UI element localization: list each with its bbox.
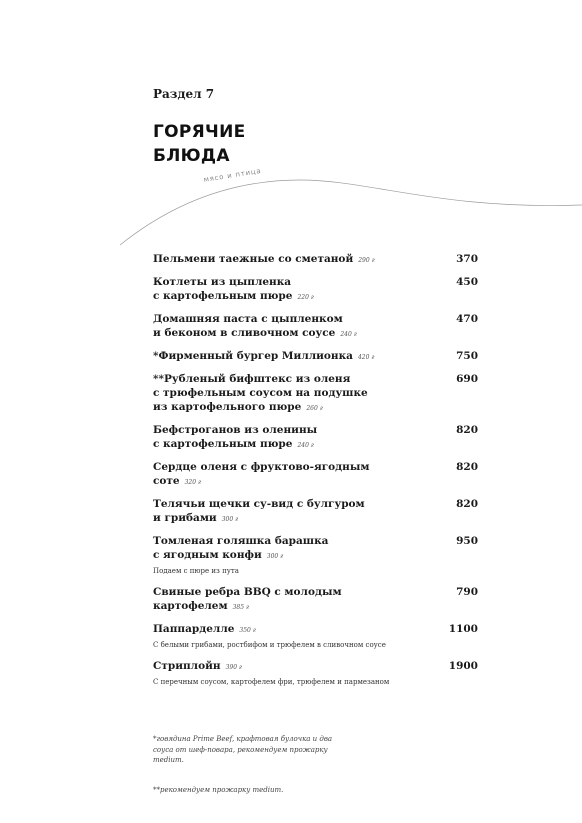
- menu-item-name: [153, 372, 435, 416]
- menu-item: [153, 460, 478, 490]
- menu-item: [153, 659, 478, 687]
- menu-item-name-text: с ягодным конфи: [153, 549, 262, 561]
- menu-item-name-line: [153, 548, 435, 564]
- menu-item-price: 820: [456, 424, 478, 436]
- menu-item-name-text: из картофельного пюре: [153, 401, 302, 413]
- menu-item-name-line: [153, 275, 435, 289]
- menu-item-description: Подаем с пюре из пута: [153, 567, 239, 575]
- menu-item-name-line: [153, 437, 435, 453]
- menu-item-weight: 260 г: [306, 405, 323, 412]
- menu-item-weight: 300 г: [221, 516, 239, 523]
- menu-item-weight: 220 г: [297, 294, 314, 301]
- footnote-steak: **рекомендуем прожарку medium.: [153, 786, 284, 794]
- menu-item-name: [153, 659, 435, 675]
- menu-item: [153, 275, 478, 305]
- menu-item-weight: 240 г: [340, 331, 357, 338]
- menu-item-name-line: [153, 252, 435, 268]
- page-title-line-2: БЛЮДА: [153, 146, 230, 166]
- menu-item-price: 470: [456, 313, 478, 325]
- menu-item-weight: 390 г: [225, 664, 242, 671]
- menu-item-name-line: [153, 312, 435, 326]
- menu-item-name-line: [153, 460, 435, 474]
- menu-item-description: С белыми грибами, ростбифом и трюфелем в сливочном соусе: [153, 641, 386, 649]
- menu-item-name-text: с картофельным пюре: [153, 290, 293, 302]
- menu-item-name-line: [153, 289, 435, 305]
- menu-item-price: 950: [456, 535, 478, 547]
- footnote-line: соуса от шеф-повара, рекомендуем прожарку: [153, 745, 328, 754]
- menu-item-name-line: [153, 622, 435, 638]
- menu-item-name-text: с трюфельным соусом на подушке: [153, 387, 368, 399]
- menu-item-name-line: [153, 534, 435, 548]
- menu-item-price: 450: [456, 276, 478, 288]
- menu-item-name-line: [153, 423, 435, 437]
- menu-item-name-text: и грибами: [153, 512, 217, 524]
- menu-item: [153, 622, 478, 650]
- menu-item-name-text: с картофельным пюре: [153, 438, 293, 450]
- menu-item-name-text: Пельмени таежные со сметаной: [153, 253, 354, 265]
- menu-item-name: [153, 534, 435, 564]
- menu-item-name-line: [153, 372, 435, 386]
- menu-item: [153, 534, 478, 576]
- menu-item-name-text: Свиные ребра BBQ с молодым: [153, 586, 342, 598]
- menu-item-weight: 420 г: [357, 354, 375, 361]
- menu-item-price: 690: [456, 373, 478, 385]
- menu-item-name-line: [153, 386, 435, 400]
- menu-item-name-text: и беконом в сливочном соусе: [153, 327, 336, 339]
- menu-item-name-line: [153, 659, 435, 675]
- menu-item-name: [153, 252, 435, 268]
- menu-item-price: 820: [456, 498, 478, 510]
- menu-item-name-text: Стриплойн: [153, 660, 221, 672]
- menu-item-weight: 320 г: [184, 479, 201, 486]
- menu-item-name-text: **Рубленый бифштекс из оленя: [153, 373, 351, 385]
- menu-item: [153, 372, 478, 416]
- footnote-line: *говядина Prime Beef, крафтовая булочка и два: [153, 735, 333, 743]
- menu-item: [153, 312, 478, 342]
- menu-item-weight: 300 г: [266, 553, 284, 560]
- menu-item-name: [153, 585, 435, 615]
- menu-item-name-line: [153, 349, 435, 365]
- menu-item-name-line: [153, 585, 435, 599]
- menu-item-name: [153, 460, 435, 490]
- page-title-line-1: ГОРЯЧИЕ: [153, 122, 246, 142]
- menu-item-weight: 385 г: [232, 604, 249, 611]
- footnote-burger: [153, 734, 332, 766]
- menu-item-name-text: картофелем: [153, 600, 228, 612]
- footnote-line: medium.: [153, 756, 184, 764]
- menu-item-name-text: соте: [153, 475, 180, 487]
- menu-item-name-text: Домашняя паста с цыпленком: [153, 313, 343, 325]
- menu-item-name-line: [153, 326, 435, 342]
- menu-item: [153, 423, 478, 453]
- menu-item-name: [153, 622, 435, 638]
- menu-item-name: [153, 349, 435, 365]
- menu-item-name-line: [153, 400, 435, 416]
- menu-item-name-text: *Фирменный бургер Миллионка: [153, 350, 353, 362]
- menu-item-price: 820: [456, 461, 478, 473]
- menu-item-name: [153, 497, 435, 527]
- menu-item-name-text: Котлеты из цыпленка: [153, 276, 292, 288]
- menu-item-name-text: Бефстроганов из оленины: [153, 424, 318, 436]
- menu-item-weight: 290 г: [358, 257, 375, 264]
- menu-item-description: С перечным соусом, картофелем фри, трюфелем и пармезаном: [153, 678, 390, 686]
- menu-item-name-line: [153, 599, 435, 615]
- menu-item: [153, 585, 478, 615]
- menu-item-name-text: Сердце оленя с фруктово-ягодным: [153, 461, 370, 473]
- menu-item-weight: 240 г: [297, 442, 314, 449]
- menu-item: [153, 497, 478, 527]
- menu-item-price: 370: [456, 253, 478, 265]
- menu-item-name-line: [153, 474, 435, 490]
- menu-item-name-text: Телячьи щечки су-вид с булгуром: [153, 498, 365, 510]
- menu-item-name: [153, 312, 435, 342]
- menu-item-name-line: [153, 511, 435, 527]
- menu-item-price: 1100: [448, 623, 478, 635]
- menu-item-name: [153, 275, 435, 305]
- menu-item: [153, 252, 478, 268]
- menu-item-name-line: [153, 497, 435, 511]
- wave-line: [120, 180, 582, 245]
- decorative-wave: [0, 150, 582, 260]
- menu-item-name: [153, 423, 435, 453]
- menu-item-name-text: Томленая голяшка барашка: [153, 535, 329, 547]
- menu-item-price: 750: [456, 350, 478, 362]
- section-label: Раздел 7: [153, 87, 215, 101]
- subtitle-label: мясо и птица: [203, 166, 263, 184]
- menu-item-price: 790: [456, 586, 478, 598]
- menu-item: [153, 349, 478, 365]
- menu-item-weight: 350 г: [239, 627, 256, 634]
- menu-item-price: 1900: [448, 660, 478, 672]
- menu-item-name-text: Паппарделле: [153, 623, 235, 635]
